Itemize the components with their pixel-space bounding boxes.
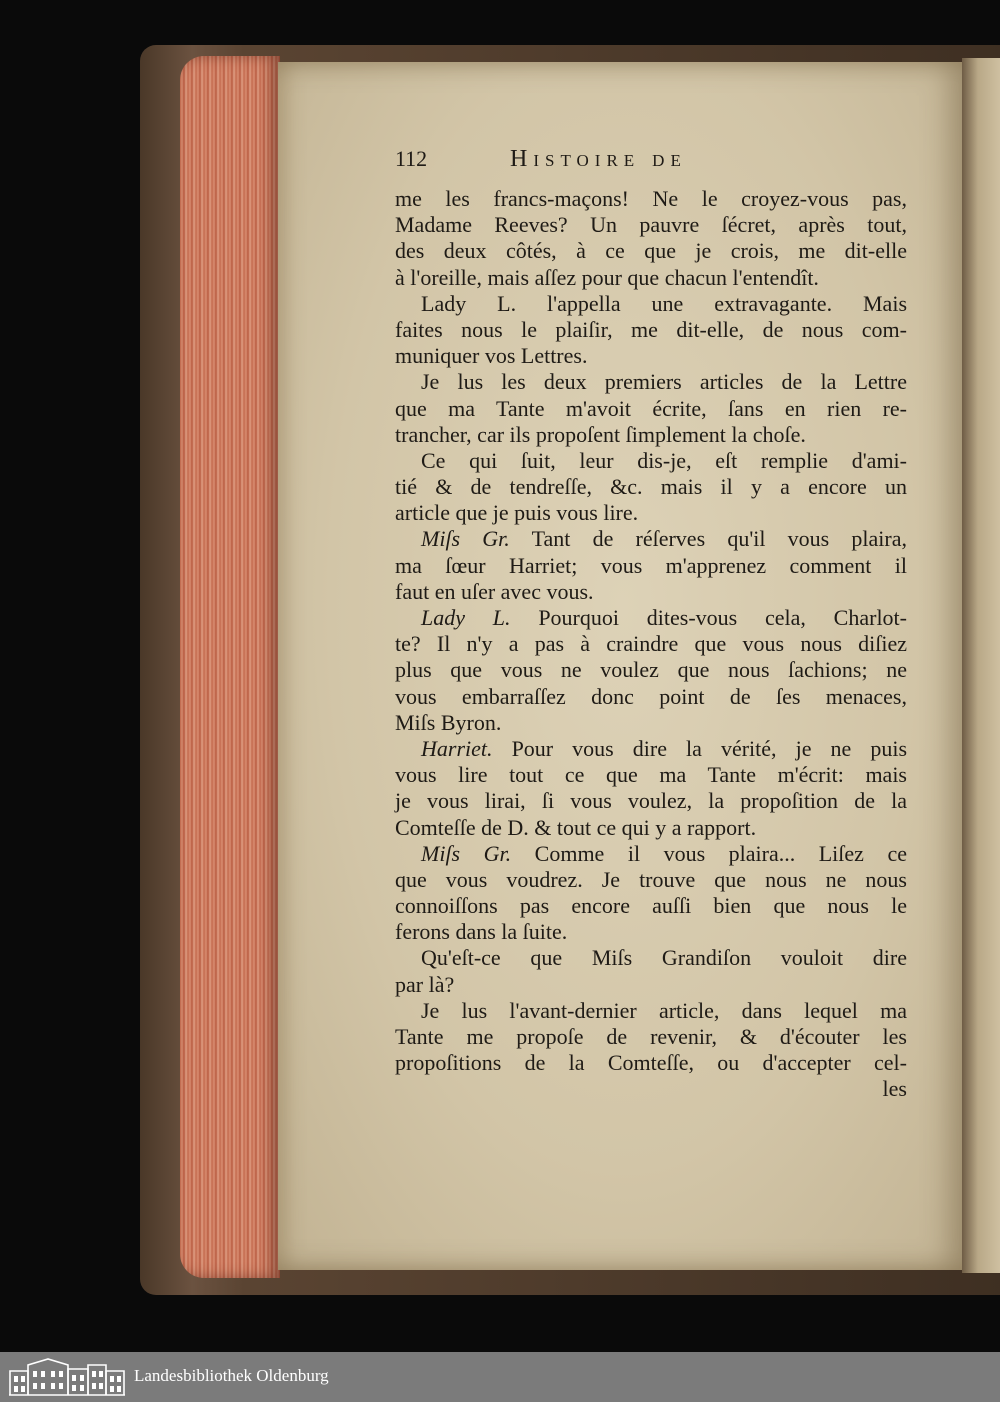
text-line — [395, 422, 907, 448]
line-text: article que je puis vous lire. — [395, 500, 639, 526]
line-text: me les francs-maçons! Ne le croyez-vous pas, — [395, 186, 907, 211]
speaker-name: Lady L. — [421, 605, 511, 630]
text-line — [395, 396, 907, 422]
text-line — [395, 762, 907, 788]
line-text: que vous voudrez. Je trouve que nous ne nous — [395, 866, 907, 892]
speaker-name: Harriet. — [421, 735, 493, 761]
line-text: Miſs Byron. — [395, 709, 502, 735]
line-text: Ce qui ſuit, leur dis-je, eſt remplie d'ami- — [421, 447, 907, 473]
text-line — [395, 474, 907, 500]
text-line — [395, 1024, 907, 1050]
line-text: Qu'eſt-ce que Miſs Grandiſon vouloit dire — [421, 945, 907, 971]
text-line — [395, 736, 907, 762]
text-line — [395, 815, 907, 841]
text-line — [395, 710, 907, 736]
text-line — [395, 919, 907, 945]
line-text: connoiſſons pas encore auſſi bien que nous le — [395, 893, 907, 919]
text-line — [395, 945, 907, 971]
line-text: Madame Reeves? Un pauvre ſécret, après tout, — [395, 212, 907, 238]
text-line — [395, 972, 907, 998]
line-text: vous embarraſſez donc point de ſes menaces, — [395, 683, 907, 709]
text-line — [395, 500, 907, 526]
line-text: faites nous le plaiſir, me dit-elle, de nous com- — [395, 316, 907, 342]
running-head — [395, 146, 907, 186]
line-text: vous lire tout ce que ma Tante m'écrit: mais — [395, 762, 907, 788]
text-line — [395, 212, 907, 238]
line-text: propoſitions de la Comteſſe, ou d'accepter cel- — [395, 1050, 907, 1076]
line-text: Pourquoi dites-vous cela, Charlot- — [538, 605, 907, 630]
line-text: je vous lirai, ſi vous voulez, la propoſition de la — [395, 788, 907, 814]
text-line — [395, 553, 907, 579]
text-line — [395, 631, 907, 657]
line-text: plus que vous ne voulez que nous ſachions; ne — [395, 657, 907, 683]
line-text: que ma Tante m'avoit écrite, ſans en rien re- — [395, 395, 907, 421]
line-text: muniquer vos Lettres. — [395, 343, 588, 369]
line-text: ma ſœur Harriet; vous m'apprenez comment il — [395, 552, 907, 578]
text-line — [395, 291, 907, 317]
page-text — [395, 146, 907, 1103]
text-line — [395, 841, 907, 867]
text-line — [395, 684, 907, 710]
text-line — [395, 998, 907, 1024]
line-text: Comteſſe de D. & tout ce qui y a rapport. — [395, 814, 757, 840]
speaker-name: Miſs Gr. — [421, 840, 512, 866]
text-line — [395, 605, 907, 631]
text-line — [395, 657, 907, 683]
library-building-icon — [8, 1357, 126, 1397]
text-line — [395, 186, 907, 212]
text-line — [395, 893, 907, 919]
line-text: par là? — [395, 971, 455, 997]
line-text: faut en uſer avec vous. — [395, 578, 594, 604]
line-text: tié & de tendreſſe, &c. mais il y a encore un — [395, 474, 907, 500]
line-text: Je lus les deux premiers articles de la Lettre — [421, 369, 907, 395]
line-text: Je lus l'avant-dernier article, dans lequel ma — [421, 997, 907, 1023]
line-text: des deux côtés, à ce que je crois, me dit-elle — [395, 238, 907, 264]
text-line — [395, 369, 907, 395]
facing-page-edge — [962, 58, 1000, 1273]
line-text: Comme il vous plaira... Liſez ce — [534, 840, 907, 866]
text-line — [395, 867, 907, 893]
line-text: Pour vous dire la vérité, je ne puis — [511, 735, 908, 761]
text-line — [395, 788, 907, 814]
text-line — [395, 265, 907, 291]
line-text: Lady L. l'appella une extravagante. Mais — [421, 290, 907, 316]
text-line — [395, 343, 907, 369]
line-text: à l'oreille, mais aſſez pour que chacun l'entendît. — [395, 264, 819, 290]
text-lines — [395, 186, 907, 1076]
library-name: Landesbibliothek Oldenburg — [134, 1366, 329, 1385]
line-text: te? Il n'y a pas à craindre que vous nous diſiez — [395, 631, 907, 657]
line-text: trancher, car ils propoſent ſimplement la choſe. — [395, 421, 806, 447]
text-line — [395, 526, 907, 552]
catchword: les — [882, 1076, 907, 1102]
page-number: 112 — [395, 146, 428, 171]
library-footer — [0, 1352, 1000, 1402]
text-line — [395, 238, 907, 264]
text-line — [395, 579, 907, 605]
running-head-title: Histoire de — [510, 146, 687, 172]
line-text: Tante me propoſe de revenir, & d'écouter les — [395, 1024, 907, 1049]
page-edges — [180, 56, 280, 1278]
line-text: Tant de réſerves qu'il vous plaira, — [531, 526, 908, 552]
line-text: ferons dans la ſuite. — [395, 919, 568, 945]
speaker-name: Miſs Gr. — [421, 526, 510, 552]
text-line — [395, 448, 907, 474]
text-line — [395, 317, 907, 343]
text-line — [395, 1050, 907, 1076]
